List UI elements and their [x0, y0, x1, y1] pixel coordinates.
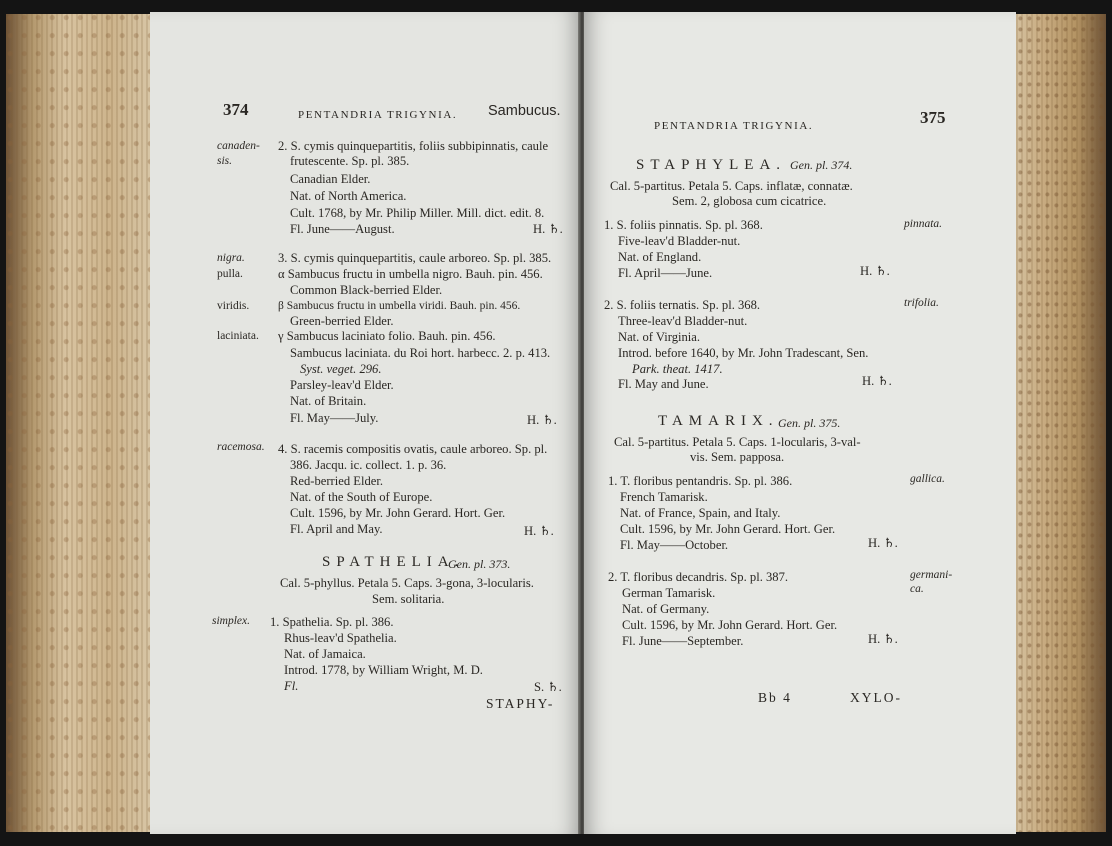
text-line: 1. S. foliis pinnatis. Sp. pl. 368.: [604, 218, 763, 232]
margin-note: gallica.: [910, 473, 945, 485]
text-line: 2. T. floribus decandris. Sp. pl. 387.: [608, 570, 789, 584]
text-line: Fl. May——July.: [290, 411, 379, 425]
margin-note: nigra.: [217, 252, 245, 264]
text-line: Nat. of Germany.: [622, 602, 710, 616]
text-line: H. ♄.: [527, 413, 557, 427]
text-line: γ Sambucus laciniato folio. Bauh. pin. 456.: [278, 329, 496, 343]
text-line: Syst. veget. 296.: [300, 362, 382, 376]
genus-heading: STAPHYLEA.: [636, 157, 787, 173]
text-line: Red-berried Elder.: [290, 474, 384, 488]
text-line: Cult. 1596, by Mr. John Gerard. Hort. Ger.: [622, 618, 838, 632]
text-line: Green-berried Elder.: [290, 314, 394, 328]
right-page: [584, 12, 1016, 834]
text-line: Fl. June——August.: [290, 222, 395, 236]
text-line: Rhus-leav'd Spathelia.: [284, 631, 397, 645]
text-line: H. ♄.: [868, 632, 898, 646]
margin-note: canaden-: [217, 140, 260, 152]
text-line: Nat. of France, Spain, and Italy.: [620, 506, 781, 520]
text-line: 1. T. floribus pentandris. Sp. pl. 386.: [608, 474, 793, 488]
text-line: Common Black-berried Elder.: [290, 283, 443, 297]
genus-heading: SPATHELIA.: [322, 554, 465, 570]
text-line: H. ♄.: [533, 222, 563, 236]
text-line: vis. Sem. papposa.: [690, 450, 785, 464]
text-line: Nat. of Virginia.: [618, 330, 701, 344]
text-line: Fl. June——September.: [622, 634, 744, 648]
book-edge-left: [6, 14, 156, 832]
text-line: Nat. of Jamaica.: [284, 647, 366, 661]
text-line: Sem. 2, globosa cum cicatrice.: [672, 194, 827, 208]
genus-reference: Gen. pl. 373.: [448, 557, 511, 571]
margin-note: sis.: [217, 155, 233, 167]
text-line: Sem. solitaria.: [372, 592, 445, 606]
page-number: 375: [920, 108, 946, 127]
text-line: Sambucus laciniata. du Roi hort. harbecc. 2. p. 413.: [290, 346, 551, 360]
text-line: Park. theat. 1417.: [632, 362, 723, 376]
text-line: German Tamarisk.: [622, 586, 716, 600]
text-line: 1. Spathelia. Sp. pl. 386.: [270, 615, 394, 629]
catchword: STAPHY-: [486, 696, 555, 711]
page-number: 374: [223, 100, 249, 119]
text-line: Parsley-leav'd Elder.: [290, 378, 394, 392]
text-line: H. ♄.: [868, 536, 898, 550]
running-head: PENTANDRIA TRIGYNIA.: [654, 120, 814, 132]
margin-note: germani-: [910, 569, 953, 581]
text-line: 386. Jacqu. ic. collect. 1. p. 36.: [290, 458, 447, 472]
catchword: XYLO-: [850, 690, 902, 705]
genus-heading: TAMARIX.: [658, 413, 779, 429]
text-line: 3. S. cymis quinquepartitis, caule arboreo. Sp. pl. 385.: [278, 251, 552, 265]
text-line: Five-leav'd Bladder-nut.: [618, 234, 741, 248]
text-line: Cult. 1768, by Mr. Philip Miller. Mill. dict. edit. 8.: [290, 206, 545, 220]
running-head-genus: Sambucus.: [488, 103, 561, 119]
margin-note: racemosa.: [217, 441, 265, 453]
text-line: Nat. of Britain.: [290, 394, 367, 408]
text-line: 4. S. racemis compositis ovatis, caule arboreo. Sp. pl.: [278, 442, 548, 456]
text-line: French Tamarisk.: [620, 490, 708, 504]
text-line: 2. S. foliis ternatis. Sp. pl. 368.: [604, 298, 761, 312]
margin-note: trifolia.: [904, 297, 939, 309]
text-line: α Sambucus fructu in umbella nigro. Bauh. pin. 456.: [278, 267, 543, 281]
text-line: Fl. April——June.: [618, 266, 713, 280]
margin-note: laciniata.: [217, 330, 259, 342]
text-line: H. ♄.: [860, 264, 890, 278]
text-line: Fl. May and June.: [618, 377, 709, 391]
text-line: Nat. of the South of Europe.: [290, 490, 433, 504]
text-line: Nat. of North America.: [290, 189, 407, 203]
genus-reference: Gen. pl. 375.: [778, 416, 841, 430]
text-line: H. ♄.: [862, 374, 892, 388]
text-line: Introd. 1778, by William Wright, M. D.: [284, 663, 483, 677]
text-line: Fl. April and May.: [290, 522, 383, 536]
text-line: Cal. 5-phyllus. Petala 5. Caps. 3-gona, 3-locularis.: [280, 576, 534, 590]
text-line: Cult. 1596, by Mr. John Gerard. Hort. Ger.: [620, 522, 836, 536]
text-line: frutescente. Sp. pl. 385.: [290, 154, 410, 168]
book-edge-right: [1006, 14, 1106, 832]
text-line: Canadian Elder.: [290, 172, 371, 186]
text-line: Cal. 5-partitus. Petala 5. Caps. 1-locularis, 3-val-: [614, 435, 861, 449]
margin-note: pulla.: [217, 268, 243, 280]
text-line: β Sambucus fructu in umbella viridi. Bauh. pin. 456.: [278, 300, 521, 312]
margin-note: ca.: [910, 583, 924, 595]
text-line: Fl.: [284, 679, 299, 693]
text-line: Nat. of England.: [618, 250, 702, 264]
text-line: 2. S. cymis quinquepartitis, foliis subbipinnatis, caule: [278, 139, 549, 153]
text-line: Three-leav'd Bladder-nut.: [618, 314, 748, 328]
text-line: Cal. 5-partitus. Petala 5. Caps. inflatæ, connatæ.: [610, 179, 853, 193]
text-line: S. ♄.: [534, 680, 562, 694]
genus-reference: Gen. pl. 374.: [790, 158, 853, 172]
signature-mark: Bb 4: [758, 690, 792, 705]
text-line: Fl. May——October.: [620, 538, 729, 552]
margin-note: viridis.: [217, 300, 250, 312]
margin-note: simplex.: [212, 615, 251, 627]
left-page: [150, 12, 580, 834]
text-line: Introd. before 1640, by Mr. John Tradescant, Sen.: [618, 346, 869, 360]
running-head: PENTANDRIA TRIGYNIA.: [298, 109, 458, 121]
margin-note: pinnata.: [904, 218, 943, 230]
text-line: Cult. 1596, by Mr. John Gerard. Hort. Ger.: [290, 506, 506, 520]
text-line: H. ♄.: [524, 524, 554, 538]
